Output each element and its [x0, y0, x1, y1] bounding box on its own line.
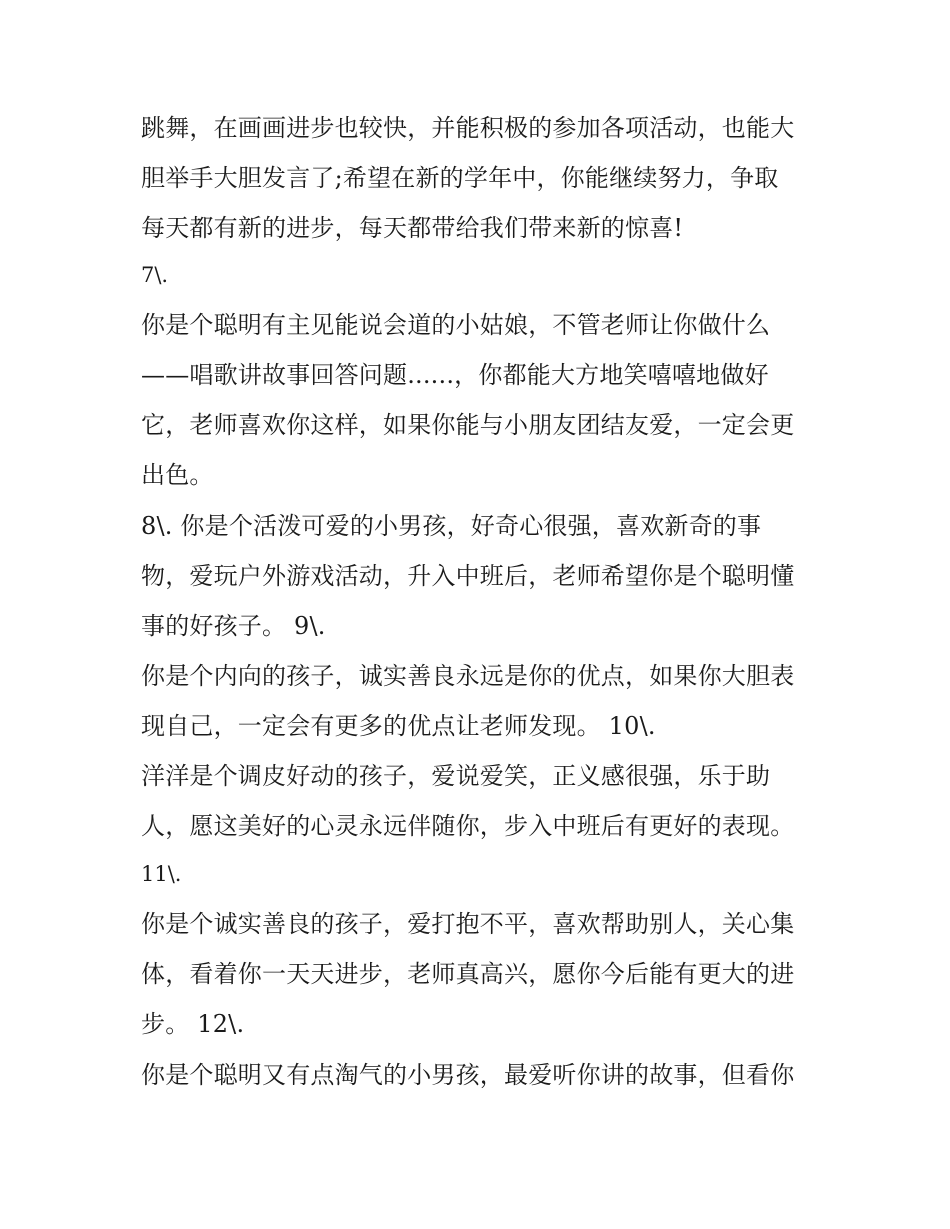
text-line: 现自己，一定会有更多的优点让老师发现。 10\.: [141, 712, 656, 740]
item-number: 7\.: [141, 263, 169, 287]
text-line: 每天都有新的进步，每天都带给我们带来新的惊喜!: [141, 214, 684, 242]
text-line: 跳舞，在画画进步也较快，并能积极的参加各项活动，也能大: [141, 114, 795, 142]
text-line: 步。 12\.: [141, 1010, 245, 1038]
text-line: 出色。: [141, 461, 214, 489]
text-line: 你是个聪明又有点淘气的小男孩，最爱听你讲的故事，但看你: [141, 1061, 795, 1089]
item-number: 11\.: [141, 862, 182, 886]
text-line: 你是个内向的孩子，诚实善良永远是你的优点，如果你大胆表: [141, 662, 795, 690]
text-line: 8\. 你是个活泼可爱的小男孩，好奇心很强，喜欢新奇的事: [141, 512, 762, 540]
text-line: 它，老师喜欢你这样，如果你能与小朋友团结友爱，一定会更: [141, 411, 795, 439]
text-line: 胆举手大胆发言了;希望在新的学年中，你能继续努力，争取: [141, 164, 779, 192]
text-line: ——唱歌讲故事回答问题......，你都能大方地笑嘻嘻地做好: [141, 361, 769, 389]
text-line: 你是个聪明有主见能说会道的小姑娘，不管老师让你做什么: [141, 311, 771, 339]
text-line: 体，看着你一天天进步，老师真高兴，愿你今后能有更大的进: [141, 960, 795, 988]
text-line: 你是个诚实善良的孩子，爱打抱不平，喜欢帮助别人，关心集: [141, 910, 795, 938]
text-line: 洋洋是个调皮好动的孩子，爱说爱笑，正义感很强，乐于助: [141, 762, 771, 790]
text-line: 物，爱玩户外游戏活动，升入中班后，老师希望你是个聪明懂: [141, 562, 795, 590]
text-line: 事的好孩子。 9\.: [141, 612, 326, 640]
text-line: 人，愿这美好的心灵永远伴随你，步入中班后有更好的表现。: [141, 812, 795, 840]
